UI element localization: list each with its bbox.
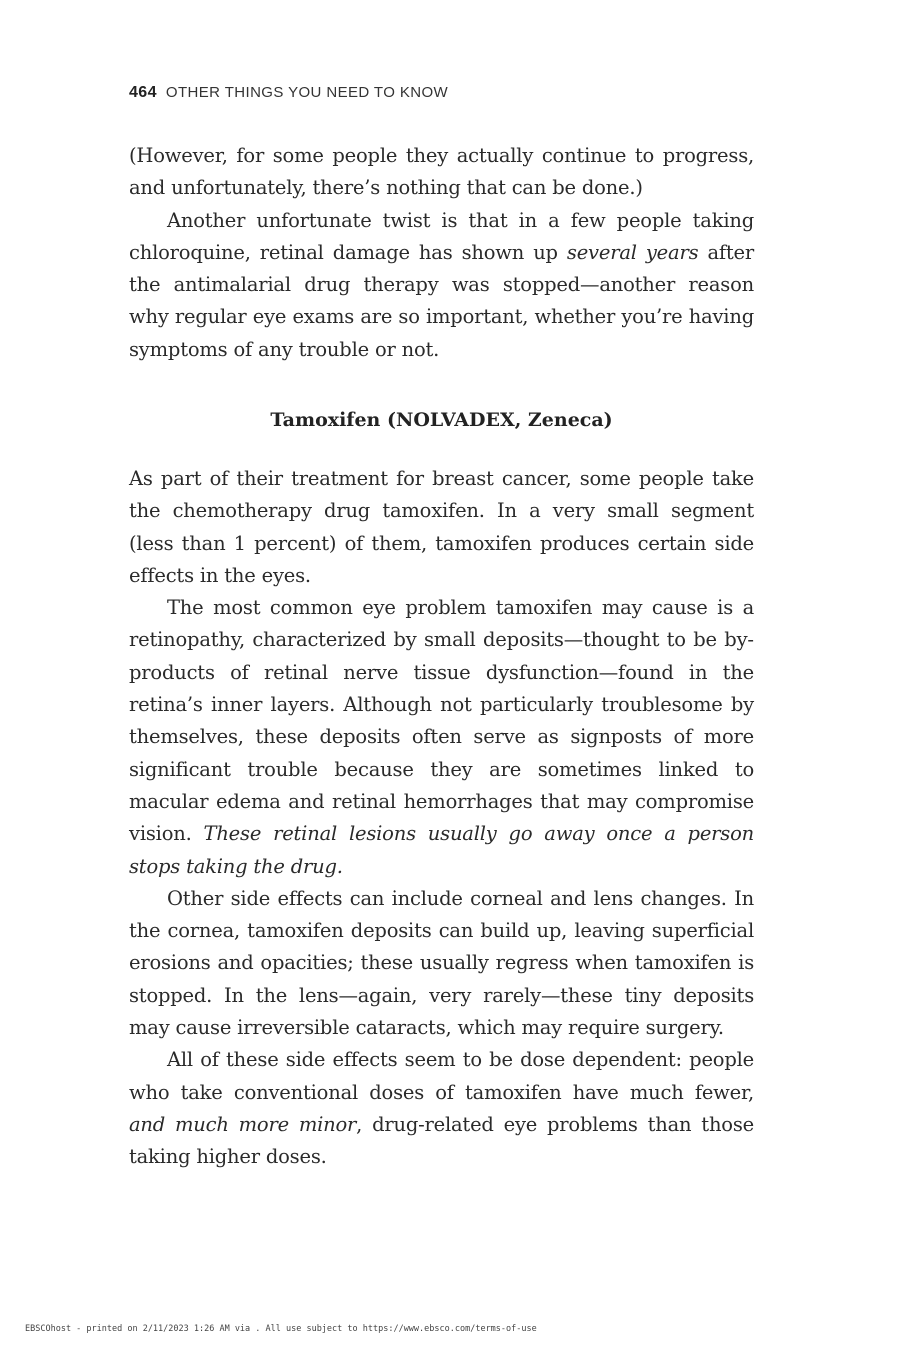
running-head bbox=[129, 84, 448, 102]
emphasis: and much more minor bbox=[129, 1112, 357, 1136]
emphasis: several years bbox=[566, 240, 699, 264]
print-footer: EBSCOhost - printed on 2/11/2023 1:26 AM via . All use subject to https://www.ebsco.com/terms-of-use bbox=[25, 1324, 537, 1334]
emphasis: These retinal lesions usually go away once a person stops taking the drug. bbox=[129, 822, 755, 878]
paragraph: As part of their treatment for breast cancer, some people take the chemotherapy drug tamoxifen. In a very small segment (less than 1 percent) of them, tamoxifen produces certain side effects in the eyes. bbox=[129, 467, 754, 587]
running-title: OTHER THINGS YOU NEED TO KNOW bbox=[165, 84, 449, 101]
intro-text bbox=[129, 140, 754, 366]
paragraph bbox=[129, 592, 754, 883]
text-run: All of these side effects seem to be dose dependent: people who take conventional doses of tamoxifen have much fewer, bbox=[129, 1048, 754, 1104]
text-run: Another unfortunate twist is that in a few people taking chloroquine, retinal damage has shown up bbox=[129, 208, 754, 264]
text-run: , drug-related eye problems than those taking higher doses. bbox=[129, 1112, 754, 1169]
section-heading: Tamoxifen (NOLVADEX, Zeneca) bbox=[270, 409, 613, 431]
paragraph bbox=[129, 1044, 754, 1173]
paragraph: (However, for some people they actually continue to progress, and unfortunately, there’s nothing that can be done.) bbox=[129, 144, 754, 200]
paragraph: Other side effects can include corneal and lens changes. In the cornea, tamoxifen deposits can build up, leaving superficial erosions and opacities; these usually regress when tamoxifen is stopped. In the lens—again, very rarely—these tiny deposits may cause irreversible cataracts, which may require surgery. bbox=[129, 886, 754, 1040]
section-text bbox=[129, 463, 754, 1174]
paragraph bbox=[129, 205, 754, 366]
page-number: 464 bbox=[129, 84, 157, 101]
text-run: after the antimalarial drug therapy was stopped—another reason why regular eye exams are so important, whether you’re having symptoms of any trouble or not. bbox=[129, 240, 754, 361]
text-run: The most common eye problem tamoxifen may cause is a retinopathy, characterized by small deposits—thought to be byproducts of retinal nerve tissue dysfunction—found in the retina’s inner layers. Although not particularly troublesome by themselves, these deposits often serve as signposts of more significant trouble because they are sometimes linked to macular edema and retinal hemorrhages that may compromise vision. bbox=[129, 596, 754, 846]
